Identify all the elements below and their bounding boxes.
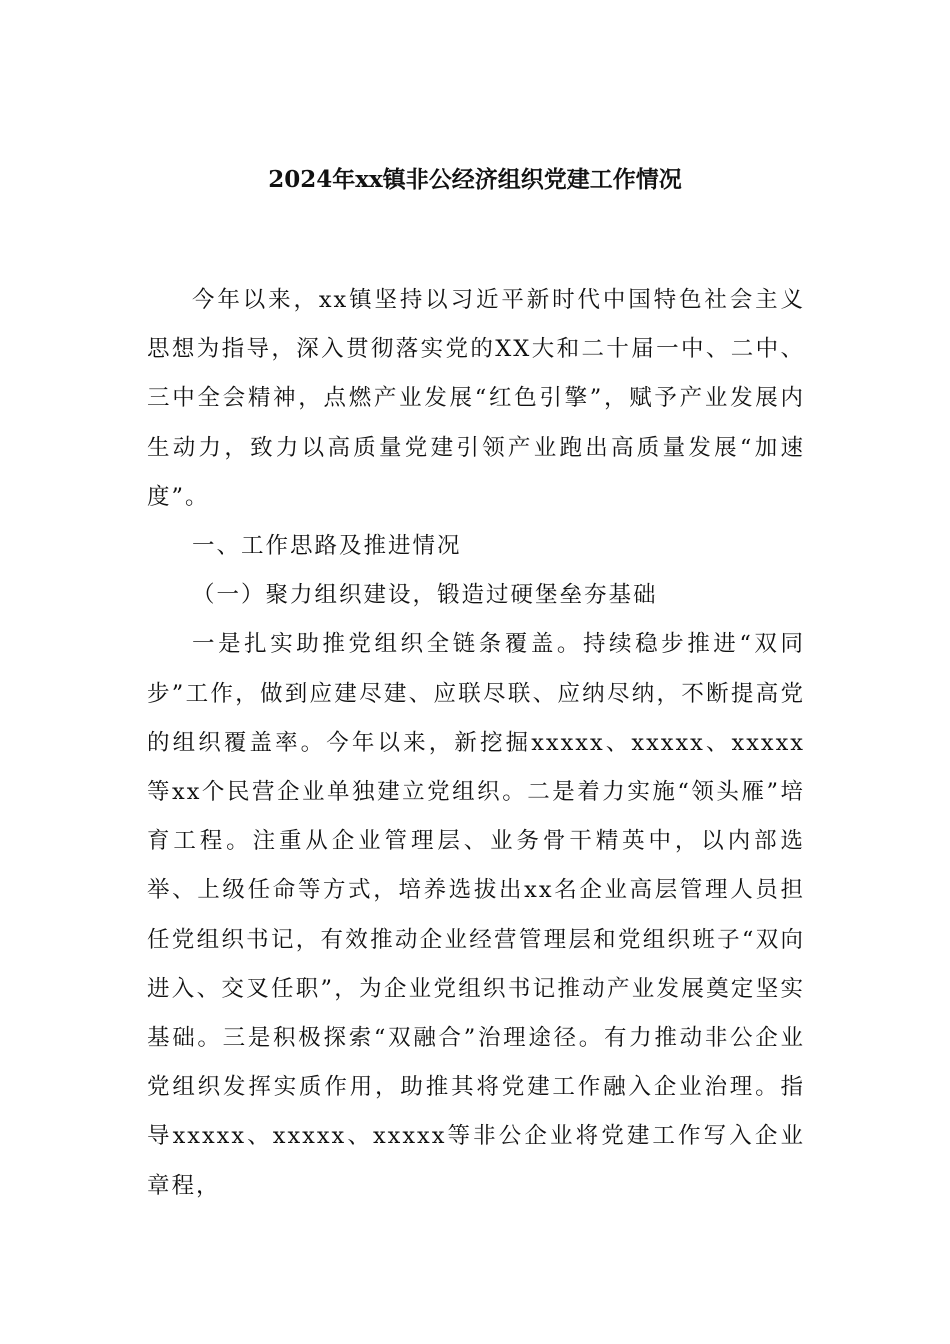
- subsection-heading: （一）聚力组织建设，锻造过硬堡垒夯基础: [192, 582, 658, 609]
- body-paragraph: 一是扎实助推党组织全链条覆盖。持续稳步推进“双同步”工作，做到应建尽建、应联尽联、应纳尽纳，不断提高党的组织覆盖率。今年以来，新挖掘xxxxx、xxxxx、xxxxx等xx个民营企业单独建立党组织。二是着力实施“领头雁”培育工程。注重从企业管理层、业务骨干精英中，以内部选举、上级任命等方式，培养选拔出xx名企业高层管理人员担任党组织书记，有效推动企业经营管理层和党组织班子“双向进入、交叉任职”，为企业党组织书记推动产业发展奠定坚实基础。三是积极探索“双融合”治理途径。有力推动非公企业党组织发挥实质作用，助推其将党建工作融入企业治理。指导xxxxx、xxxxx、xxxxx等非公企业将党建工作写入企业章程，: [147, 631, 805, 1199]
- section-heading: 一、工作思路及推进情况: [192, 533, 462, 560]
- document-title: 2024年xx镇非公经济组织党建工作情况: [268, 166, 682, 193]
- intro-paragraph: 今年以来，xx镇坚持以习近平新时代中国特色社会主义思想为指导，深入贯彻落实党的XX大和二十届一中、二中、三中全会精神，点燃产业发展“红色引擎”，赋予产业发展内生动力，致力以高质量党建引领产业跑出高质量发展“加速度”。: [147, 287, 805, 510]
- document-body: [147, 276, 805, 1211]
